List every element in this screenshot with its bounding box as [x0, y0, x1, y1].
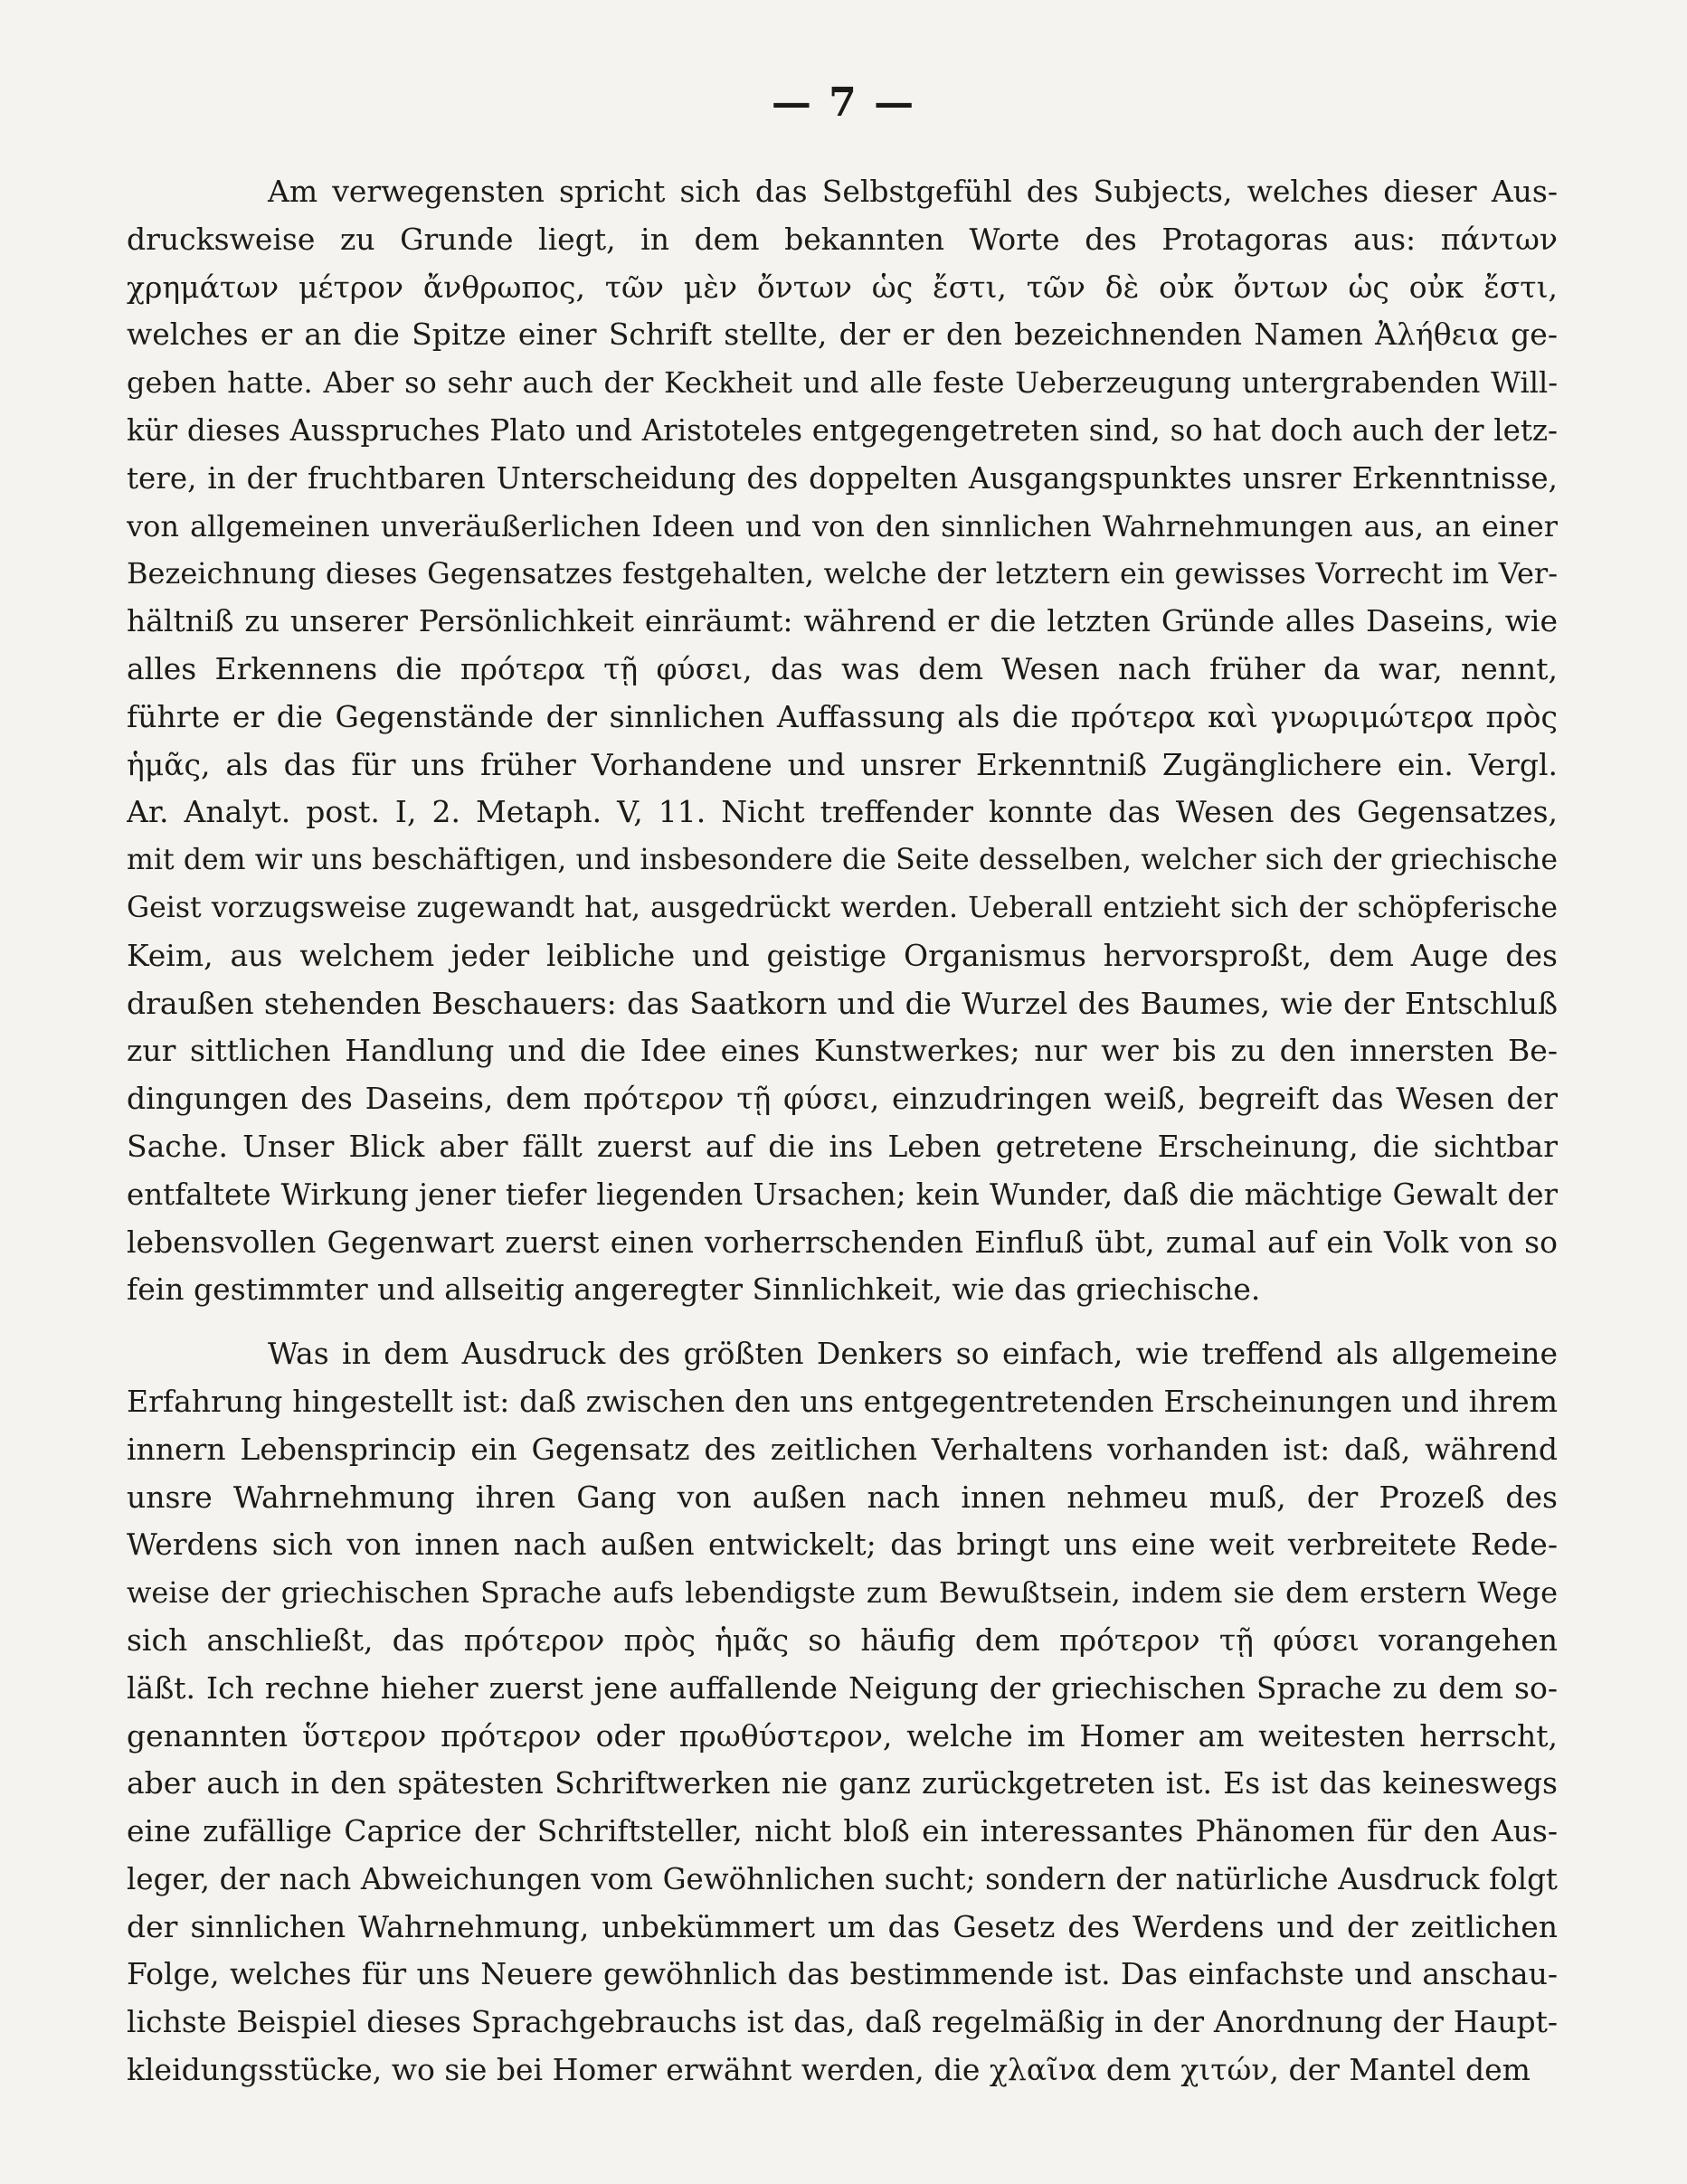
text-line: alles Erkennens die πρότερα τῇ φύσει, das was dem Wesen nach früher da war, nennt,: [127, 650, 1558, 686]
text-line: geben hatte. Aber so sehr auch der Keckheit und alle feste Ueberzeugung untergrabenden Will-: [127, 365, 1558, 401]
text-line: aber auch in den spätesten Schriftwerken nie ganz zurückgetreten ist. Es ist das keineswegs: [127, 1765, 1558, 1801]
text-line: Keim, aus welchem jeder leibliche und geistige Organismus hervorsproßt, dem Auge des: [127, 937, 1558, 973]
text-line: hältniß zu unserer Persönlichkeit einräumt: während er die letzten Gründe alles Daseins, wie: [127, 603, 1558, 639]
text-line: mit dem wir uns beschäftigen, und insbesondere die Seite desselben, welcher sich der griechische: [127, 844, 1558, 877]
text-line: Ar. Analyt. post. I, 2. Metaph. V, 11. Nicht treffender konnte das Wesen des Gegensatzes,: [127, 794, 1558, 830]
text-line: innern Lebensprincip ein Gegensatz des zeitlichen Verhaltens vorhanden ist: daß, während: [127, 1431, 1558, 1467]
text-line: führte er die Gegenstände der sinnlichen Auffassung als die πρότερα καὶ γνωριμώτερα πρὸς: [127, 698, 1558, 734]
text-line: ἡμᾶς, als das für uns früher Vorhandene und unsrer Erkenntniß Zugänglichere ein. Vergl.: [127, 746, 1558, 782]
text-line: zur sittlichen Handlung und die Idee eines Kunstwerkes; nur wer bis zu den innersten Be-: [127, 1033, 1558, 1069]
text-line: eine zufällige Caprice der Schriftsteller, nicht bloß ein interessantes Phänomen für den Aus-: [127, 1813, 1558, 1849]
page-number-header: — 7 —: [771, 80, 916, 126]
text-line: lebensvollen Gegenwart zuerst einen vorherrschenden Einfluß übt, zumal auf ein Volk von so: [127, 1224, 1558, 1260]
text-line: kleidungsstücke, wo sie bei Homer erwähnt werden, die χλαῖνα dem χιτών, der Mantel dem: [127, 2052, 1531, 2088]
text-line: Folge, welches für uns Neuere gewöhnlich das bestimmende ist. Das einfachste und anschau-: [127, 1956, 1558, 1992]
text-line: Am verwegensten spricht sich das Selbstgefühl des Subjects, welches dieser Aus-: [268, 174, 1558, 209]
paragraph: [127, 1330, 1558, 2094]
text-line: Erfahrung hingestellt ist: daß zwischen den uns entgegentretenden Erscheinungen und ihrem: [127, 1383, 1558, 1419]
text-line: welches er an die Spitze einer Schrift stellte, der er den bezeichnenden Namen Ἀλήθεια ge-: [127, 317, 1558, 353]
text-line: unsre Wahrnehmung ihren Gang von außen nach innen nehmeu muß, der Prozeß des: [127, 1479, 1558, 1515]
text-line: Werdens sich von innen nach außen entwickelt; das bringt uns eine weit verbreitete Rede-: [127, 1527, 1558, 1563]
paragraph: [127, 168, 1558, 1314]
text-line: χρημάτων μέτρον ἄνθρωπος, τῶν μὲν ὄντων ὡς ἔστι, τῶν δὲ οὐκ ὄντων ὡς οὐκ ἔστι,: [127, 269, 1558, 305]
paragraph-gap: [127, 1314, 1558, 1330]
text-line: leger, der nach Abweichungen vom Gewöhnlichen sucht; sondern der natürliche Ausdruck folgt: [127, 1861, 1558, 1896]
text-line: von allgemeinen unveräußerlichen Ideen und von den sinnlichen Wahrnehmungen aus, an einer: [127, 508, 1558, 544]
text-line: tere, in der fruchtbaren Unterscheidung des doppelten Ausgangspunktes unsrer Erkenntnisse,: [127, 460, 1558, 496]
body-text: [127, 168, 1558, 2094]
text-line: der sinnlichen Wahrnehmung, unbekümmert um das Gesetz des Werdens und der zeitlichen: [127, 1908, 1558, 1944]
text-line: Geist vorzugsweise zugewandt hat, ausgedrückt werden. Ueberall entzieht sich der schöpferische: [127, 891, 1558, 924]
text-line: entfaltete Wirkung jener tiefer liegenden Ursachen; kein Wunder, daß die mächtige Gewalt der: [127, 1177, 1558, 1212]
text-line: genannten ὕστερον πρότερον oder πρωθύστερον, welche im Homer am weitesten herrscht,: [127, 1717, 1558, 1754]
text-line: draußen stehenden Beschauers: das Saatkorn und die Wurzel des Baumes, wie der Entschluß: [127, 985, 1558, 1021]
text-line: dingungen des Daseins, dem πρότερον τῇ φύσει, einzudringen weiß, begreift das Wesen der: [127, 1081, 1558, 1117]
text-line: Was in dem Ausdruck des größten Denkers so einfach, wie treffend als allgemeine: [268, 1336, 1558, 1372]
text-line: fein gestimmter und allseitig angeregter Sinnlichkeit, wie das griechische.: [127, 1272, 1261, 1308]
text-line: sich anschließt, das πρότερον πρὸς ἡμᾶς so häufig dem πρότερον τῇ φύσει vorangehen: [127, 1621, 1558, 1658]
text-line: läßt. Ich rechne hieher zuerst jene auffallende Neigung der griechischen Sprache zu dem so-: [127, 1669, 1558, 1706]
text-line: Bezeichnung dieses Gegensatzes festgehalten, welche der letztern ein gewisses Vorrecht im Ver-: [127, 556, 1558, 591]
text-line: weise der griechischen Sprache aufs lebendigste zum Bewußtsein, indem sie dem erstern Wege: [127, 1575, 1558, 1611]
text-line: Sache. Unser Blick aber fällt zuerst auf die ins Leben getretene Erscheinung, die sichtbar: [127, 1128, 1558, 1164]
text-line: lichste Beispiel dieses Sprachgebrauchs ist das, daß regelmäßig in der Anordnung der Haupt-: [127, 2004, 1558, 2040]
text-line: drucksweise zu Grunde liegt, in dem bekannten Worte des Protagoras aus: πάντων: [127, 221, 1558, 257]
text-line: kür dieses Ausspruches Plato und Aristoteles entgegengetreten sind, so hat doch auch der letz-: [127, 412, 1558, 448]
